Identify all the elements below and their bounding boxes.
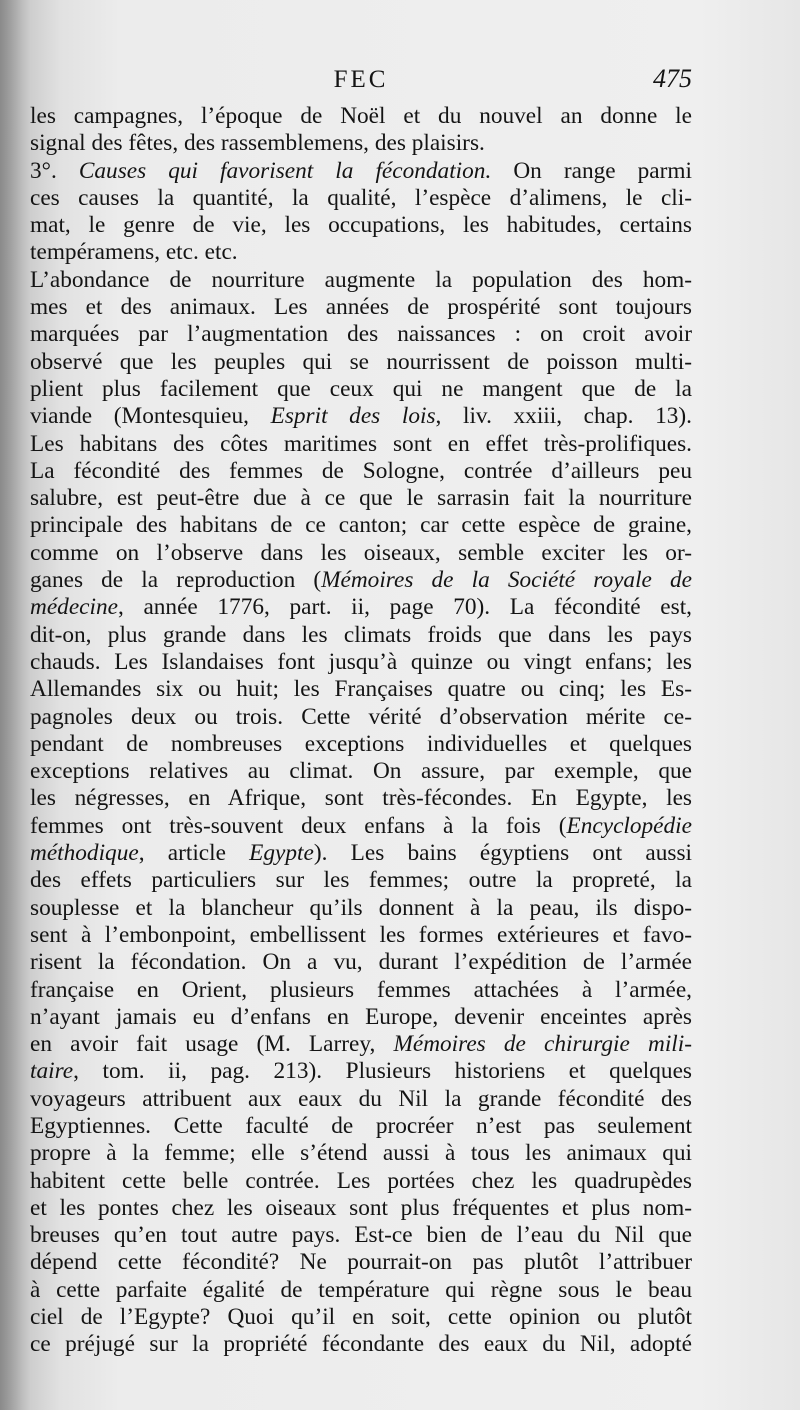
text-line: Egyptiennes. Cette faculté de procréer n’est pas seulement	[30, 1112, 692, 1139]
text-line: en avoir fait usage (M. Larrey, Mémoires de chirurgie mili-	[30, 1031, 692, 1058]
text-line: plient plus facilement que ceux qui ne mangent que de la	[30, 375, 692, 402]
text-line: propre à la femme; elle s’étend aussi à tous les animaux qui	[30, 1140, 692, 1167]
text-line: médecine, année 1776, part. ii, page 70). La fécondité est,	[30, 594, 692, 621]
text-line: et les pontes chez les oiseaux sont plus fréquentes et plus nom-	[30, 1194, 692, 1221]
text-line: dépend cette fécondité? Ne pourrait-on pas plutôt l’attribuer	[30, 1249, 692, 1276]
text-line: viande (Montesquieu, Esprit des lois, liv. xxiii, chap. 13).	[30, 403, 692, 430]
text-line: voyageurs attribuent aux eaux du Nil la grande fécondité des	[30, 1085, 692, 1112]
text-line: habitent cette belle contrée. Les portées chez les quadrupèdes	[30, 1167, 692, 1194]
text-line: tempéramens, etc. etc.	[30, 239, 238, 266]
text-line: ganes de la reproduction (Mémoires de la Société royale de	[30, 567, 692, 594]
text-line: ces causes la quantité, la qualité, l’espèce d’alimens, le cli-	[30, 184, 692, 211]
page-header	[30, 62, 692, 102]
text-line: Allemandes six ou huit; les Françaises quatre ou cinq; les Es-	[30, 676, 692, 703]
text-line: signal des fêtes, des rassemblemens, des plaisirs.	[30, 130, 485, 157]
text-line: souplesse et la blancheur qu’ils donnent à la peau, ils dispo-	[30, 894, 692, 921]
text-line: breuses qu’en tout autre pays. Est-ce bien de l’eau du Nil que	[30, 1222, 692, 1249]
text-line: observé que les peuples qui se nourrissent de poisson multi-	[30, 348, 692, 375]
text-line: pagnoles deux ou trois. Cette vérité d’observation mérite ce-	[30, 703, 692, 730]
text-line: n’ayant jamais eu d’enfans en Europe, devenir enceintes après	[30, 1003, 692, 1030]
text-line: mes et des animaux. Les années de prospérité sont toujours	[30, 294, 692, 321]
text-line: L’abondance de nourriture augmente la population des hom-	[30, 266, 692, 293]
text-line: ce préjugé sur la propriété fécondante des eaux du Nil, adopté	[30, 1331, 692, 1358]
text-line: mat, le genre de vie, les occupations, les habitudes, certains	[30, 212, 692, 239]
text-line: méthodique, article Egypte). Les bains égyptiens ont aussi	[30, 840, 692, 867]
text-line: des effets particuliers sur les femmes; outre la propreté, la	[30, 867, 692, 894]
text-line: à cette parfaite égalité de température qui règne sous le beau	[30, 1276, 692, 1303]
running-head: FEC	[333, 66, 389, 93]
text-line: Les habitans des côtes maritimes sont en effet très-prolifiques.	[30, 430, 692, 457]
page-number: 475	[653, 64, 692, 93]
text-line: ciel de l’Egypte? Quoi qu’il en soit, cette opinion ou plutôt	[30, 1304, 692, 1331]
text-line: chauds. Les Islandaises font jusqu’à quinze ou vingt enfans; les	[30, 648, 692, 675]
text-line: La fécondité des femmes de Sologne, contrée d’ailleurs peu	[30, 457, 692, 484]
text-line: les campagnes, l’époque de Noël et du nouvel an donne le	[30, 103, 692, 129]
body-text	[30, 103, 692, 1359]
text-line: taire, tom. ii, pag. 213). Plusieurs historiens et quelques	[30, 1058, 692, 1085]
text-line: risent la fécondation. On a vu, durant l’expédition de l’armée	[30, 949, 692, 976]
text-line: comme on l’observe dans les oiseaux, semble exciter les or-	[30, 539, 692, 566]
text-line: les négresses, en Afrique, sont très-fécondes. En Egypte, les	[30, 785, 692, 812]
text-line: marquées par l’augmentation des naissances : on croit avoir	[30, 321, 692, 348]
text-line: sent à l’embonpoint, embellissent les formes extérieures et favo-	[30, 921, 692, 948]
text-line: principale des habitans de ce canton; car cette espèce de graine,	[30, 512, 692, 539]
text-line: salubre, est peut-être due à ce que le sarrasin fait la nourriture	[30, 485, 692, 512]
binding-shadow	[0, 0, 30, 1410]
text-line: pendant de nombreuses exceptions individuelles et quelques	[30, 730, 692, 757]
text-line: française en Orient, plusieurs femmes attachées à l’armée,	[30, 976, 692, 1003]
text-line: femmes ont très-souvent deux enfans à la fois (Encyclopédie	[30, 812, 692, 839]
text-line: dit-on, plus grande dans les climats froids que dans les pays	[30, 621, 692, 648]
text-line: 3°. Causes qui favorisent la fécondation. On range parmi	[30, 157, 692, 184]
text-line: exceptions relatives au climat. On assure, par exemple, que	[30, 758, 692, 785]
